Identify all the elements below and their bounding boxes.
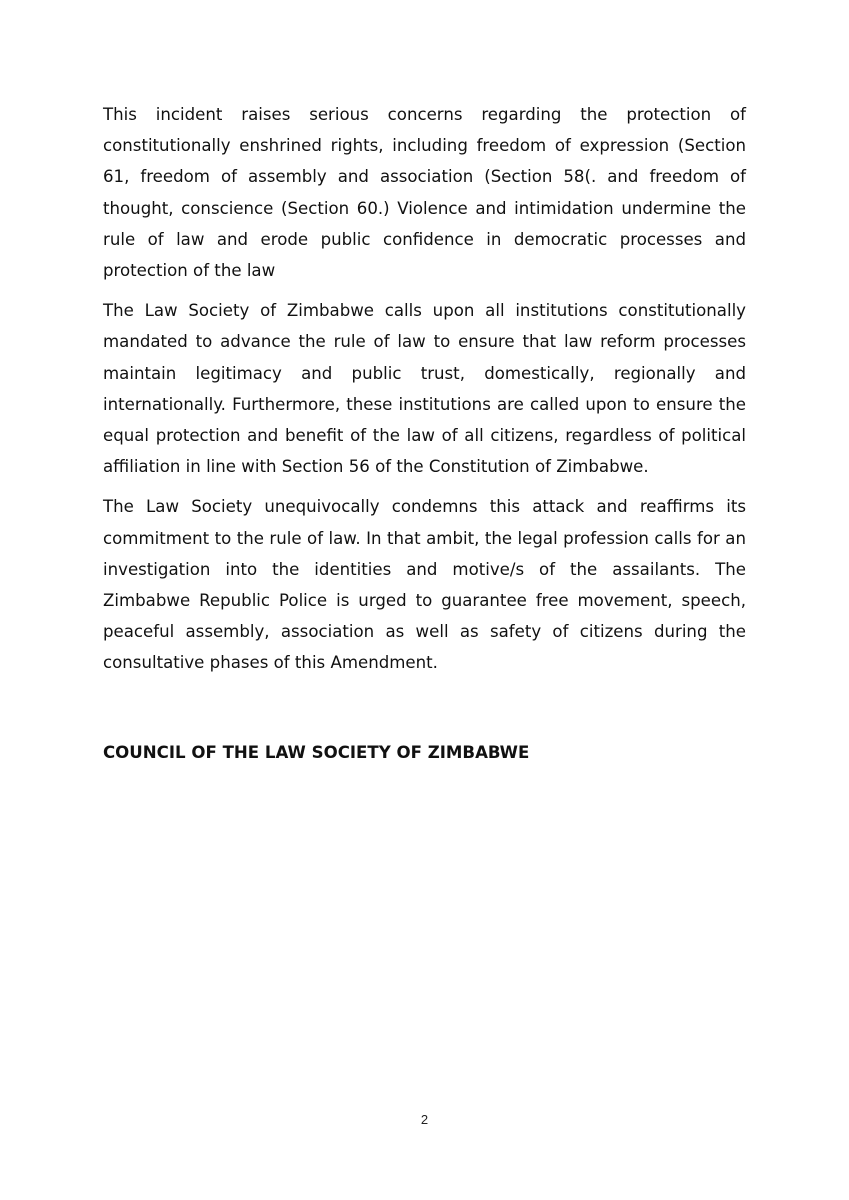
- page-number: 2: [420, 1112, 429, 1127]
- paragraph-concerns: This incident raises serious concerns regarding the protection of constitutionally enshrined rights, including freedom of expression (Section 61, freedom of assembly and association (Section 58(. and freedom of thought, conscience (Section 60.) Violence and intimidation undermine the rule of law and erode public confidence in democratic processes and protection of the law: [103, 105, 746, 281]
- signature-council: COUNCIL OF THE LAW SOCIETY OF ZIMBABWE: [103, 743, 530, 762]
- paragraph-condemnation: The Law Society unequivocally condemns this attack and reaffirms its commitment to the rule of law. In that ambit, the legal profession calls for an investigation into the identities and motive/s of the assailants. The Zimbabwe Republic Police is urged to guarantee free movement, speech, peaceful assembly, association as well as safety of citizens during the consultative phases of this Amendment.: [103, 497, 746, 673]
- paragraph-call-to-institutions: The Law Society of Zimbabwe calls upon all institutions constitutionally mandated to advance the rule of law to ensure that law reform processes maintain legitimacy and public trust, domestically, regionally and internationally. Furthermore, these institutions are called upon to ensure the equal protection and benefit of the law of all citizens, regardless of political affiliation in line with Section 56 of the Constitution of Zimbabwe.: [103, 301, 746, 477]
- document-body: [103, 99, 746, 688]
